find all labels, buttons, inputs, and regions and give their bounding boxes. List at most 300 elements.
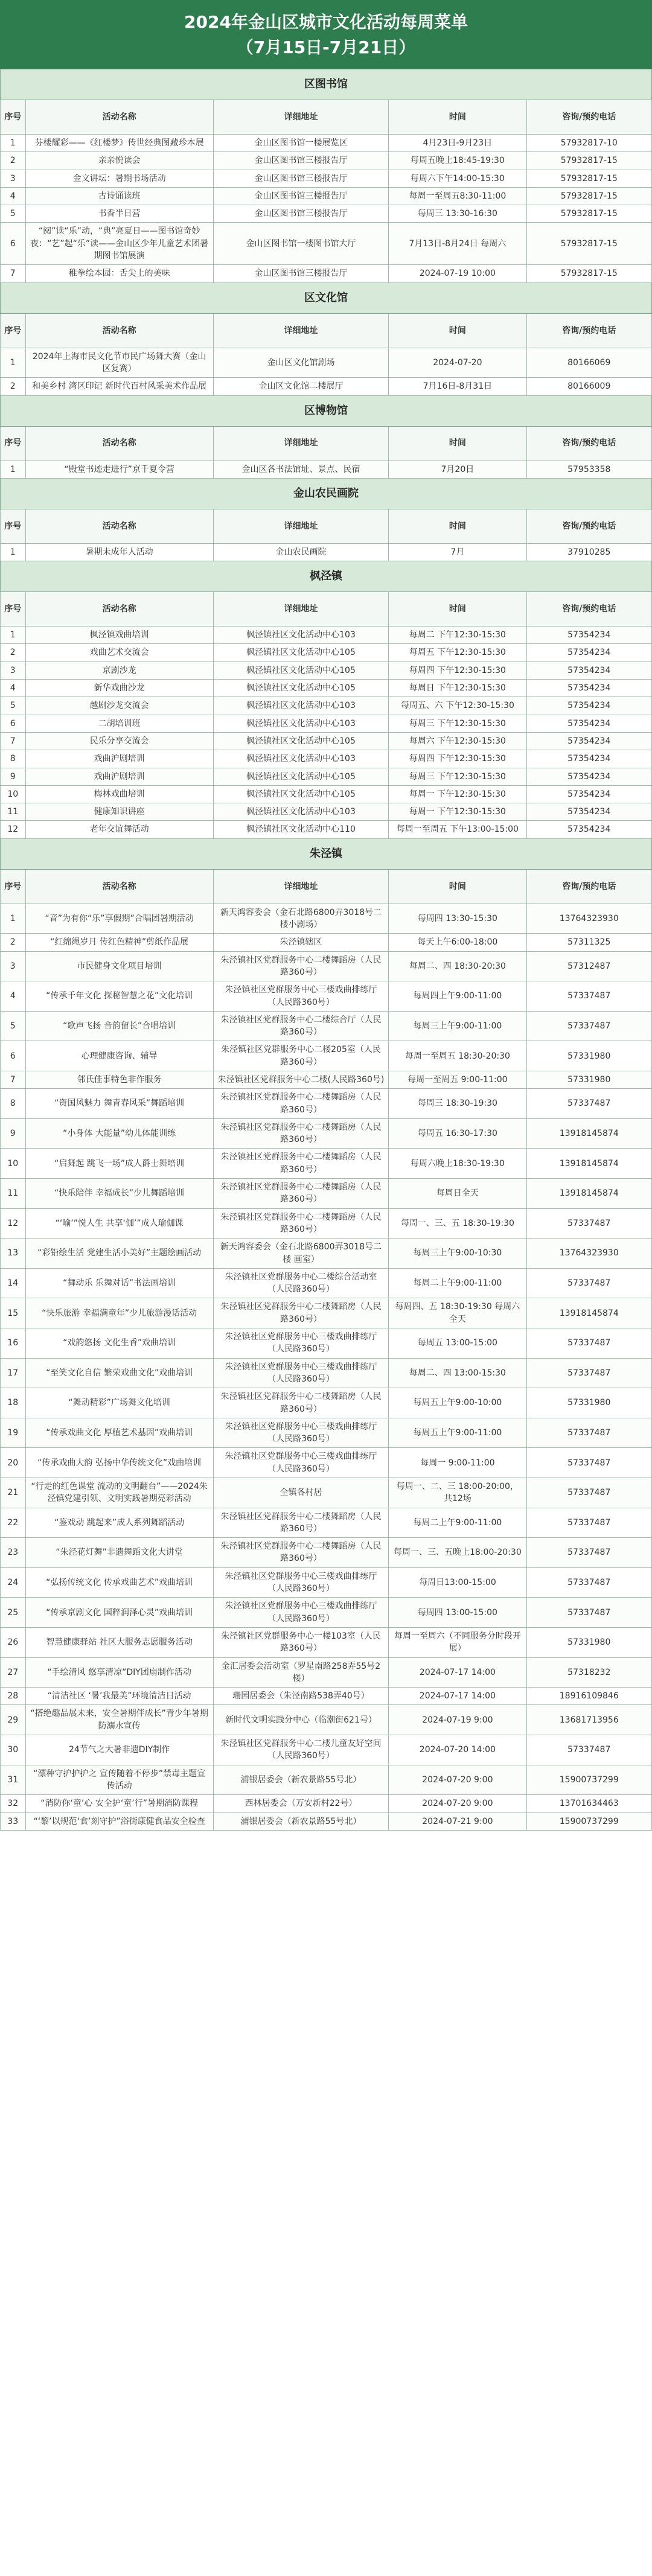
cell-time: 每周六下午14:00-15:30 <box>389 170 526 187</box>
table-row <box>1 981 652 1012</box>
cell-row-number: 5 <box>1 1011 26 1041</box>
cell-address: 新时代文明实践分中心（临潮街621号） <box>213 1705 389 1735</box>
table-row <box>1 461 652 478</box>
cell-phone: 57318232 <box>526 1657 652 1688</box>
activity-table-body <box>1 69 652 1831</box>
cell-row-number: 4 <box>1 187 26 205</box>
column-header-phone: 咨询/预约电话 <box>526 592 652 626</box>
cell-phone: 13764323930 <box>526 904 652 934</box>
cell-activity-name: “搭绝趣品展未来，安全暑期伴成长”青少年暑期防溺水宣传 <box>25 1705 213 1735</box>
section-title: 区图书馆 <box>1 69 652 100</box>
cell-address: 朱泾镇社区党群服务中心三楼戏曲排练厅（人民路360号） <box>213 1598 389 1628</box>
column-header-activity-name: 活动名称 <box>25 592 213 626</box>
cell-phone: 13918145874 <box>526 1118 652 1149</box>
cell-activity-name: “戏韵悠扬 文化生香”戏曲培训 <box>25 1328 213 1359</box>
table-row <box>1 1118 652 1149</box>
column-header-address: 详细地址 <box>213 313 389 348</box>
column-header-row-number: 序号 <box>1 313 26 348</box>
cell-row-number: 1 <box>1 348 26 378</box>
cell-phone: 57354234 <box>526 662 652 679</box>
cell-phone: 57932817-15 <box>526 265 652 282</box>
title-line-2: （7月15日-7月21日） <box>236 37 416 57</box>
cell-row-number: 25 <box>1 1598 26 1628</box>
column-header-phone: 咨询/预约电话 <box>526 509 652 543</box>
cell-time: 每周六 下午12:30-15:30 <box>389 732 526 750</box>
cell-phone: 57932817-15 <box>526 170 652 187</box>
cell-activity-name: “快乐陪伴 幸福成长”少儿舞蹈培训 <box>25 1179 213 1209</box>
cell-activity-name: “启舞起 跳飞一场”成人爵士舞培训 <box>25 1149 213 1179</box>
table-row <box>1 1071 652 1088</box>
cell-activity-name: 越剧沙龙交流会 <box>25 697 213 715</box>
cell-address: 金山农民画院 <box>213 543 389 561</box>
column-header-time: 时间 <box>389 313 526 348</box>
cell-time: 每周三 13:30-16:30 <box>389 205 526 223</box>
cell-address: 枫泾镇社区文化活动中心105 <box>213 644 389 662</box>
section-title: 区文化馆 <box>1 282 652 313</box>
cell-activity-name: “阅”读“乐”动，“典”亮夏日——图书馆奇妙夜：“艺”起“乐”读——金山区少年儿童艺术团暑期图书馆展演 <box>25 223 213 265</box>
table-row <box>1 1627 652 1657</box>
cell-phone: 57354234 <box>526 644 652 662</box>
cell-phone: 57354234 <box>526 626 652 644</box>
cell-phone: 13764323930 <box>526 1239 652 1269</box>
cell-activity-name: “朱泾花灯舞”非遗舞蹈文化大讲堂 <box>25 1538 213 1568</box>
cell-phone: 57311325 <box>526 934 652 951</box>
cell-row-number: 3 <box>1 662 26 679</box>
cell-time: 7月 <box>389 543 526 561</box>
cell-phone: 57337487 <box>526 1598 652 1628</box>
table-row <box>1 803 652 821</box>
cell-address: 朱泾镇社区党群服务中心二楼舞蹈房（人民路360号） <box>213 1208 389 1239</box>
table-row <box>1 1765 652 1795</box>
cell-activity-name: “舞动乐 乐舞对话”书法画培训 <box>25 1268 213 1298</box>
cell-phone: 57337487 <box>526 1358 652 1388</box>
cell-phone: 57337487 <box>526 1089 652 1119</box>
cell-activity-name: “弘扬传统文化 传承戏曲艺术”戏曲培训 <box>25 1567 213 1598</box>
cell-activity-name: “传承戏曲文化 厚植艺术基因”戏曲培训 <box>25 1418 213 1448</box>
cell-time: 每周五 下午12:30-15:30 <box>389 644 526 662</box>
cell-activity-name: 梅林戏曲培训 <box>25 785 213 803</box>
cell-time: 每周四上午9:00-11:00 <box>389 981 526 1012</box>
cell-row-number: 2 <box>1 152 26 170</box>
column-header-address: 详细地址 <box>213 509 389 543</box>
cell-address: 金山区图书馆一楼展览区 <box>213 135 389 152</box>
cell-row-number: 7 <box>1 265 26 282</box>
cell-row-number: 24 <box>1 1567 26 1598</box>
column-header-address: 详细地址 <box>213 592 389 626</box>
section-header <box>1 395 652 426</box>
table-row <box>1 715 652 732</box>
cell-activity-name: “至笑文化自信 繁荣戏曲文化”戏曲培训 <box>25 1358 213 1388</box>
cell-address: 朱泾镇社区党群服务中心二楼舞蹈房（人民路360号） <box>213 1298 389 1328</box>
cell-time: 每周五晚上18:45-19:30 <box>389 152 526 170</box>
cell-row-number: 6 <box>1 715 26 732</box>
cell-phone: 57932817-10 <box>526 135 652 152</box>
cell-row-number: 29 <box>1 1705 26 1735</box>
cell-address: 枫泾镇社区文化活动中心103 <box>213 803 389 821</box>
column-header-row <box>1 592 652 626</box>
cell-time: 每周二、四 18:30-20:30 <box>389 951 526 981</box>
cell-row-number: 3 <box>1 951 26 981</box>
table-row <box>1 1388 652 1418</box>
cell-activity-name: “漂种守护护护之 宣传随着不停步”禁毒主题宣传活动 <box>25 1765 213 1795</box>
cell-row-number: 1 <box>1 543 26 561</box>
cell-time: 每周五 16:30-17:30 <box>389 1118 526 1149</box>
column-header-activity-name: 活动名称 <box>25 313 213 348</box>
table-row <box>1 1478 652 1508</box>
cell-address: 枫泾镇社区文化活动中心105 <box>213 662 389 679</box>
column-header-phone: 咨询/预约电话 <box>526 313 652 348</box>
cell-activity-name: “资国风魅力 舞青春风采”舞蹈培训 <box>25 1089 213 1119</box>
cell-row-number: 1 <box>1 904 26 934</box>
cell-phone: 18916109846 <box>526 1688 652 1705</box>
section-header <box>1 561 652 592</box>
cell-row-number: 17 <box>1 1358 26 1388</box>
cell-time: 每周一至周六（不同服务分时段开展） <box>389 1627 526 1657</box>
cell-time: 每周日全天 <box>389 1179 526 1209</box>
cell-phone: 57337487 <box>526 1538 652 1568</box>
cell-phone: 13701634463 <box>526 1795 652 1812</box>
cell-address: 朱泾镇社区党群服务中心一楼103室（人民路360号） <box>213 1627 389 1657</box>
cell-address: 新天鸿容委会（金石北路6800弄3018号二楼小剧场） <box>213 904 389 934</box>
table-row <box>1 1011 652 1041</box>
cell-phone: 57337487 <box>526 1418 652 1448</box>
cell-phone: 57354234 <box>526 785 652 803</box>
table-row <box>1 644 652 662</box>
cell-address: 金山区图书馆三楼报告厅 <box>213 205 389 223</box>
cell-time: 2024-07-19 10:00 <box>389 265 526 282</box>
column-header-time: 时间 <box>389 592 526 626</box>
cell-activity-name: 健康知识讲座 <box>25 803 213 821</box>
cell-time: 每周三 下午12:30-15:30 <box>389 715 526 732</box>
cell-time: 2024-07-20 <box>389 348 526 378</box>
cell-time: 每天上午6:00-18:00 <box>389 934 526 951</box>
cell-row-number: 32 <box>1 1795 26 1812</box>
cell-time: 每周一 下午12:30-15:30 <box>389 785 526 803</box>
table-row <box>1 1328 652 1359</box>
table-row <box>1 951 652 981</box>
cell-activity-name: 稚拳绘本园：舌尖上的美味 <box>25 265 213 282</box>
cell-row-number: 2 <box>1 378 26 395</box>
cell-phone: 57354234 <box>526 821 652 838</box>
cell-address: 金山区文化馆剧场 <box>213 348 389 378</box>
table-row <box>1 768 652 785</box>
cell-activity-name: “舞动精彩”广场舞文化培训 <box>25 1388 213 1418</box>
table-row <box>1 1089 652 1119</box>
cell-phone: 57932817-15 <box>526 223 652 265</box>
cell-row-number: 19 <box>1 1418 26 1448</box>
cell-row-number: 5 <box>1 205 26 223</box>
table-row <box>1 1358 652 1388</box>
table-row <box>1 1598 652 1628</box>
cell-activity-name: 金文讲坛：暑期书场活动 <box>25 170 213 187</box>
column-header-activity-name: 活动名称 <box>25 426 213 461</box>
cell-phone: 13918145874 <box>526 1149 652 1179</box>
cell-address: 朱泾镇社区党群服务中心二楼205室（人民路360号） <box>213 1041 389 1071</box>
cell-row-number: 1 <box>1 461 26 478</box>
cell-phone: 57331980 <box>526 1388 652 1418</box>
cell-activity-name: 市民健身文化项目培训 <box>25 951 213 981</box>
cell-row-number: 6 <box>1 223 26 265</box>
cell-address: 浦银居委会（新农景路55号北） <box>213 1765 389 1795</box>
cell-time: 每周五 13:00-15:00 <box>389 1328 526 1359</box>
table-row <box>1 1688 652 1705</box>
cell-phone: 57337487 <box>526 1478 652 1508</box>
cell-activity-name: “手绘清风 悠享清凉”DIY团扇制作活动 <box>25 1657 213 1688</box>
section-header <box>1 282 652 313</box>
cell-row-number: 30 <box>1 1735 26 1765</box>
cell-activity-name: “‘喻’”悦人生 共享‘伽’”成人瑜伽课 <box>25 1208 213 1239</box>
cell-phone: 57354234 <box>526 680 652 697</box>
column-header-activity-name: 活动名称 <box>25 509 213 543</box>
cell-address: 朱泾镇社区党群服务中心二楼舞蹈房（人民路360号） <box>213 1118 389 1149</box>
cell-activity-name: 戏曲艺术交流会 <box>25 644 213 662</box>
cell-address: 朱泾镇社区党群服务中心三楼戏曲排练厅（人民路360号） <box>213 1448 389 1478</box>
cell-address: 枫泾镇社区文化活动中心103 <box>213 626 389 644</box>
cell-address: 西林居委会（万安新村22号） <box>213 1795 389 1812</box>
table-row <box>1 265 652 282</box>
cell-time: 2024-07-20 9:00 <box>389 1765 526 1795</box>
table-row <box>1 680 652 697</box>
section-header <box>1 478 652 509</box>
cell-phone: 57337487 <box>526 1448 652 1478</box>
cell-row-number: 7 <box>1 732 26 750</box>
cell-time: 每周一至周五8:30-11:00 <box>389 187 526 205</box>
column-header-time: 时间 <box>389 426 526 461</box>
title-line-1: 2024年金山区城市文化活动每周菜单 <box>184 12 468 32</box>
cell-phone: 57354234 <box>526 768 652 785</box>
cell-phone: 57331980 <box>526 1041 652 1071</box>
cell-address: 珊园居委会（朱泾南路538弄40号） <box>213 1688 389 1705</box>
table-row <box>1 732 652 750</box>
cell-time: 每周一至周五 下午13:00-15:00 <box>389 821 526 838</box>
column-header-row <box>1 509 652 543</box>
cell-time: 2024-07-17 14:00 <box>389 1657 526 1688</box>
cell-phone: 57331980 <box>526 1627 652 1657</box>
cell-activity-name: 亲亲悦读会 <box>25 152 213 170</box>
column-header-row-number: 序号 <box>1 869 26 904</box>
cell-time: 每周三 18:30-19:30 <box>389 1089 526 1119</box>
cell-row-number: 15 <box>1 1298 26 1328</box>
cell-phone: 57337487 <box>526 1268 652 1298</box>
table-row <box>1 1179 652 1209</box>
cell-address: 枫泾镇社区文化活动中心105 <box>213 768 389 785</box>
cell-address: 枫泾镇社区文化活动中心103 <box>213 715 389 732</box>
column-header-address: 详细地址 <box>213 426 389 461</box>
column-header-time: 时间 <box>389 869 526 904</box>
section-header <box>1 838 652 869</box>
cell-row-number: 12 <box>1 821 26 838</box>
table-row <box>1 1268 652 1298</box>
cell-activity-name: “传承千年文化 探秘智慧之花”文化培训 <box>25 981 213 1012</box>
cell-time: 2024-07-19 9:00 <box>389 1705 526 1735</box>
column-header-address: 详细地址 <box>213 100 389 135</box>
column-header-time: 时间 <box>389 100 526 135</box>
table-row <box>1 1208 652 1239</box>
cell-time: 每周四 13:30-15:30 <box>389 904 526 934</box>
cell-address: 朱泾镇社区党群服务中心三楼戏曲排练厅（人民路360号） <box>213 1567 389 1598</box>
table-row <box>1 626 652 644</box>
cell-row-number: 10 <box>1 1149 26 1179</box>
cell-address: 朱泾镇社区党群服务中心三楼戏曲排练厅（人民路360号） <box>213 1328 389 1359</box>
cell-activity-name: “‘黎’以规范‘食’刻守护”浴街康健食品安全检查 <box>25 1812 213 1830</box>
cell-row-number: 12 <box>1 1208 26 1239</box>
column-header-phone: 咨询/预约电话 <box>526 100 652 135</box>
cell-phone: 57337487 <box>526 1567 652 1598</box>
cell-row-number: 27 <box>1 1657 26 1688</box>
table-row <box>1 785 652 803</box>
cell-row-number: 14 <box>1 1268 26 1298</box>
cell-activity-name: 暑期未成年人活动 <box>25 543 213 561</box>
table-row <box>1 904 652 934</box>
cell-time: 每周二 下午12:30-15:30 <box>389 626 526 644</box>
table-row <box>1 1298 652 1328</box>
cell-activity-name: 和美乡村 湾区印记 新时代百村风采美术作品展 <box>25 378 213 395</box>
cell-address: 朱泾镇社区党群服务中心二楼综合厅（人民路360号） <box>213 1011 389 1041</box>
cell-row-number: 8 <box>1 750 26 768</box>
cell-phone: 37910285 <box>526 543 652 561</box>
cell-row-number: 23 <box>1 1538 26 1568</box>
cell-phone: 57337487 <box>526 1208 652 1239</box>
cell-address: 浦银居委会（新农景路55号北） <box>213 1812 389 1830</box>
table-row <box>1 1149 652 1179</box>
document-title <box>0 0 652 69</box>
cell-time: 每周一 下午12:30-15:30 <box>389 803 526 821</box>
cell-phone: 80166069 <box>526 348 652 378</box>
cell-activity-name: “消防你‘童’心 安全护‘童’行”暑期消防课程 <box>25 1795 213 1812</box>
table-row <box>1 187 652 205</box>
cell-activity-name: 老年交谊舞活动 <box>25 821 213 838</box>
table-row <box>1 378 652 395</box>
cell-address: 朱泾镇社区党群服务中心二楼舞蹈房（人民路360号） <box>213 1388 389 1418</box>
table-row <box>1 821 652 838</box>
cell-phone: 57932817-15 <box>526 187 652 205</box>
cell-time: 每周五上午9:00-11:00 <box>389 1418 526 1448</box>
cell-time: 每周四 下午12:30-15:30 <box>389 662 526 679</box>
table-row <box>1 543 652 561</box>
cell-address: 金山区文化馆二楼展厅 <box>213 378 389 395</box>
column-header-row <box>1 869 652 904</box>
cell-time: 每周四 13:00-15:00 <box>389 1598 526 1628</box>
cell-time: 2024-07-17 14:00 <box>389 1688 526 1705</box>
cell-address: 朱泾镇社区党群服务中心二楼舞蹈房（人民路360号） <box>213 1149 389 1179</box>
cell-activity-name: “快乐旅游 幸福满童年”少儿旅游漫话活动 <box>25 1298 213 1328</box>
cell-row-number: 8 <box>1 1089 26 1119</box>
cell-time: 2024-07-21 9:00 <box>389 1812 526 1830</box>
cell-activity-name: 心理健康咨询、辅导 <box>25 1041 213 1071</box>
table-row <box>1 205 652 223</box>
cell-address: 朱泾镇社区党群服务中心三楼戏曲排练厅（人民路360号） <box>213 1418 389 1448</box>
cell-time: 每周四 下午12:30-15:30 <box>389 750 526 768</box>
cell-row-number: 31 <box>1 1765 26 1795</box>
cell-address: 朱泾镇辖区 <box>213 934 389 951</box>
section-title: 枫泾镇 <box>1 561 652 592</box>
cell-activity-name: “清洁社区 ‘暑’我最美”环境清洁日活动 <box>25 1688 213 1705</box>
cell-activity-name: 新华戏曲沙龙 <box>25 680 213 697</box>
table-row <box>1 348 652 378</box>
cell-address: 朱泾镇社区党群服务中心二楼舞蹈房（人民路360号） <box>213 1508 389 1538</box>
cell-address: 枫泾镇社区文化活动中心103 <box>213 750 389 768</box>
cell-time: 每周五上午9:00-10:00 <box>389 1388 526 1418</box>
cell-address: 金汇居委会活动室（罗星南路258弄55号2楼） <box>213 1657 389 1688</box>
cell-activity-name: 24节气之大暑非遗DIY制作 <box>25 1735 213 1765</box>
cell-address: 枫泾镇社区文化活动中心105 <box>213 785 389 803</box>
cell-phone: 57354234 <box>526 715 652 732</box>
cell-activity-name: 戏曲沪剧培训 <box>25 768 213 785</box>
column-header-phone: 咨询/预约电话 <box>526 426 652 461</box>
cell-phone: 57331980 <box>526 1071 652 1088</box>
column-header-activity-name: 活动名称 <box>25 100 213 135</box>
cell-address: 朱泾镇社区党群服务中心二楼舞蹈房（人民路360号） <box>213 1538 389 1568</box>
cell-activity-name: 书香半日营 <box>25 205 213 223</box>
cell-row-number: 4 <box>1 981 26 1012</box>
table-row <box>1 1508 652 1538</box>
table-row <box>1 697 652 715</box>
section-title: 朱泾镇 <box>1 838 652 869</box>
cell-address: 枫泾镇社区文化活动中心103 <box>213 697 389 715</box>
cell-phone: 57354234 <box>526 750 652 768</box>
cell-phone: 57953358 <box>526 461 652 478</box>
section-title: 区博物馆 <box>1 395 652 426</box>
cell-row-number: 10 <box>1 785 26 803</box>
cell-activity-name: “行走的红色课堂 流动的文明翻台”——2024朱泾镇党建引领、文明实践暑期亮彩活动 <box>25 1478 213 1508</box>
cell-phone: 57932817-15 <box>526 152 652 170</box>
column-header-row <box>1 100 652 135</box>
table-row <box>1 152 652 170</box>
table-row <box>1 1239 652 1269</box>
cell-activity-name: “传承戏曲大韵 弘扬中华传统文化”戏曲培训 <box>25 1448 213 1478</box>
column-header-row <box>1 313 652 348</box>
cell-phone: 57354234 <box>526 697 652 715</box>
table-row <box>1 934 652 951</box>
cell-address: 金山区图书馆三楼报告厅 <box>213 265 389 282</box>
cell-row-number: 18 <box>1 1388 26 1418</box>
cell-row-number: 16 <box>1 1328 26 1359</box>
cell-row-number: 3 <box>1 170 26 187</box>
cell-phone: 57932817-15 <box>526 205 652 223</box>
column-header-time: 时间 <box>389 509 526 543</box>
table-row <box>1 170 652 187</box>
column-header-row-number: 序号 <box>1 426 26 461</box>
cell-row-number: 11 <box>1 803 26 821</box>
cell-activity-name: “传承京剧文化 国粹润泽心灵”戏曲培训 <box>25 1598 213 1628</box>
cell-row-number: 1 <box>1 135 26 152</box>
cell-activity-name: 二胡培训班 <box>25 715 213 732</box>
cell-activity-name: 民乐分享交流会 <box>25 732 213 750</box>
section-title: 金山农民画院 <box>1 478 652 509</box>
activity-table <box>0 69 652 1831</box>
cell-activity-name: 芬楼耀彩——《红楼梦》传世经典图藏珍本展 <box>25 135 213 152</box>
table-row <box>1 1041 652 1071</box>
cell-address: 新天鸿容委会（金石北路6800弄3018号二楼 画室） <box>213 1239 389 1269</box>
column-header-row-number: 序号 <box>1 100 26 135</box>
cell-phone: 80166009 <box>526 378 652 395</box>
table-row <box>1 662 652 679</box>
cell-time: 每周二上午9:00-11:00 <box>389 1508 526 1538</box>
column-header-address: 详细地址 <box>213 869 389 904</box>
cell-time: 每周二上午9:00-11:00 <box>389 1268 526 1298</box>
cell-activity-name: 古诗诵读班 <box>25 187 213 205</box>
cell-time: 每周一、三、五 18:30-19:30 <box>389 1208 526 1239</box>
cell-row-number: 5 <box>1 697 26 715</box>
cell-address: 朱泾镇社区党群服务中心二楼舞蹈房（人民路360号） <box>213 951 389 981</box>
cell-time: 每周日13:00-15:00 <box>389 1567 526 1598</box>
cell-time: 每周一、三、五晚上18:00-20:30 <box>389 1538 526 1568</box>
cell-activity-name: “红绵绳岁月 传红色精神”剪纸作品展 <box>25 934 213 951</box>
cell-row-number: 21 <box>1 1478 26 1508</box>
cell-address: 金山区图书馆三楼报告厅 <box>213 170 389 187</box>
cell-row-number: 13 <box>1 1239 26 1269</box>
cell-phone: 57337487 <box>526 1328 652 1359</box>
